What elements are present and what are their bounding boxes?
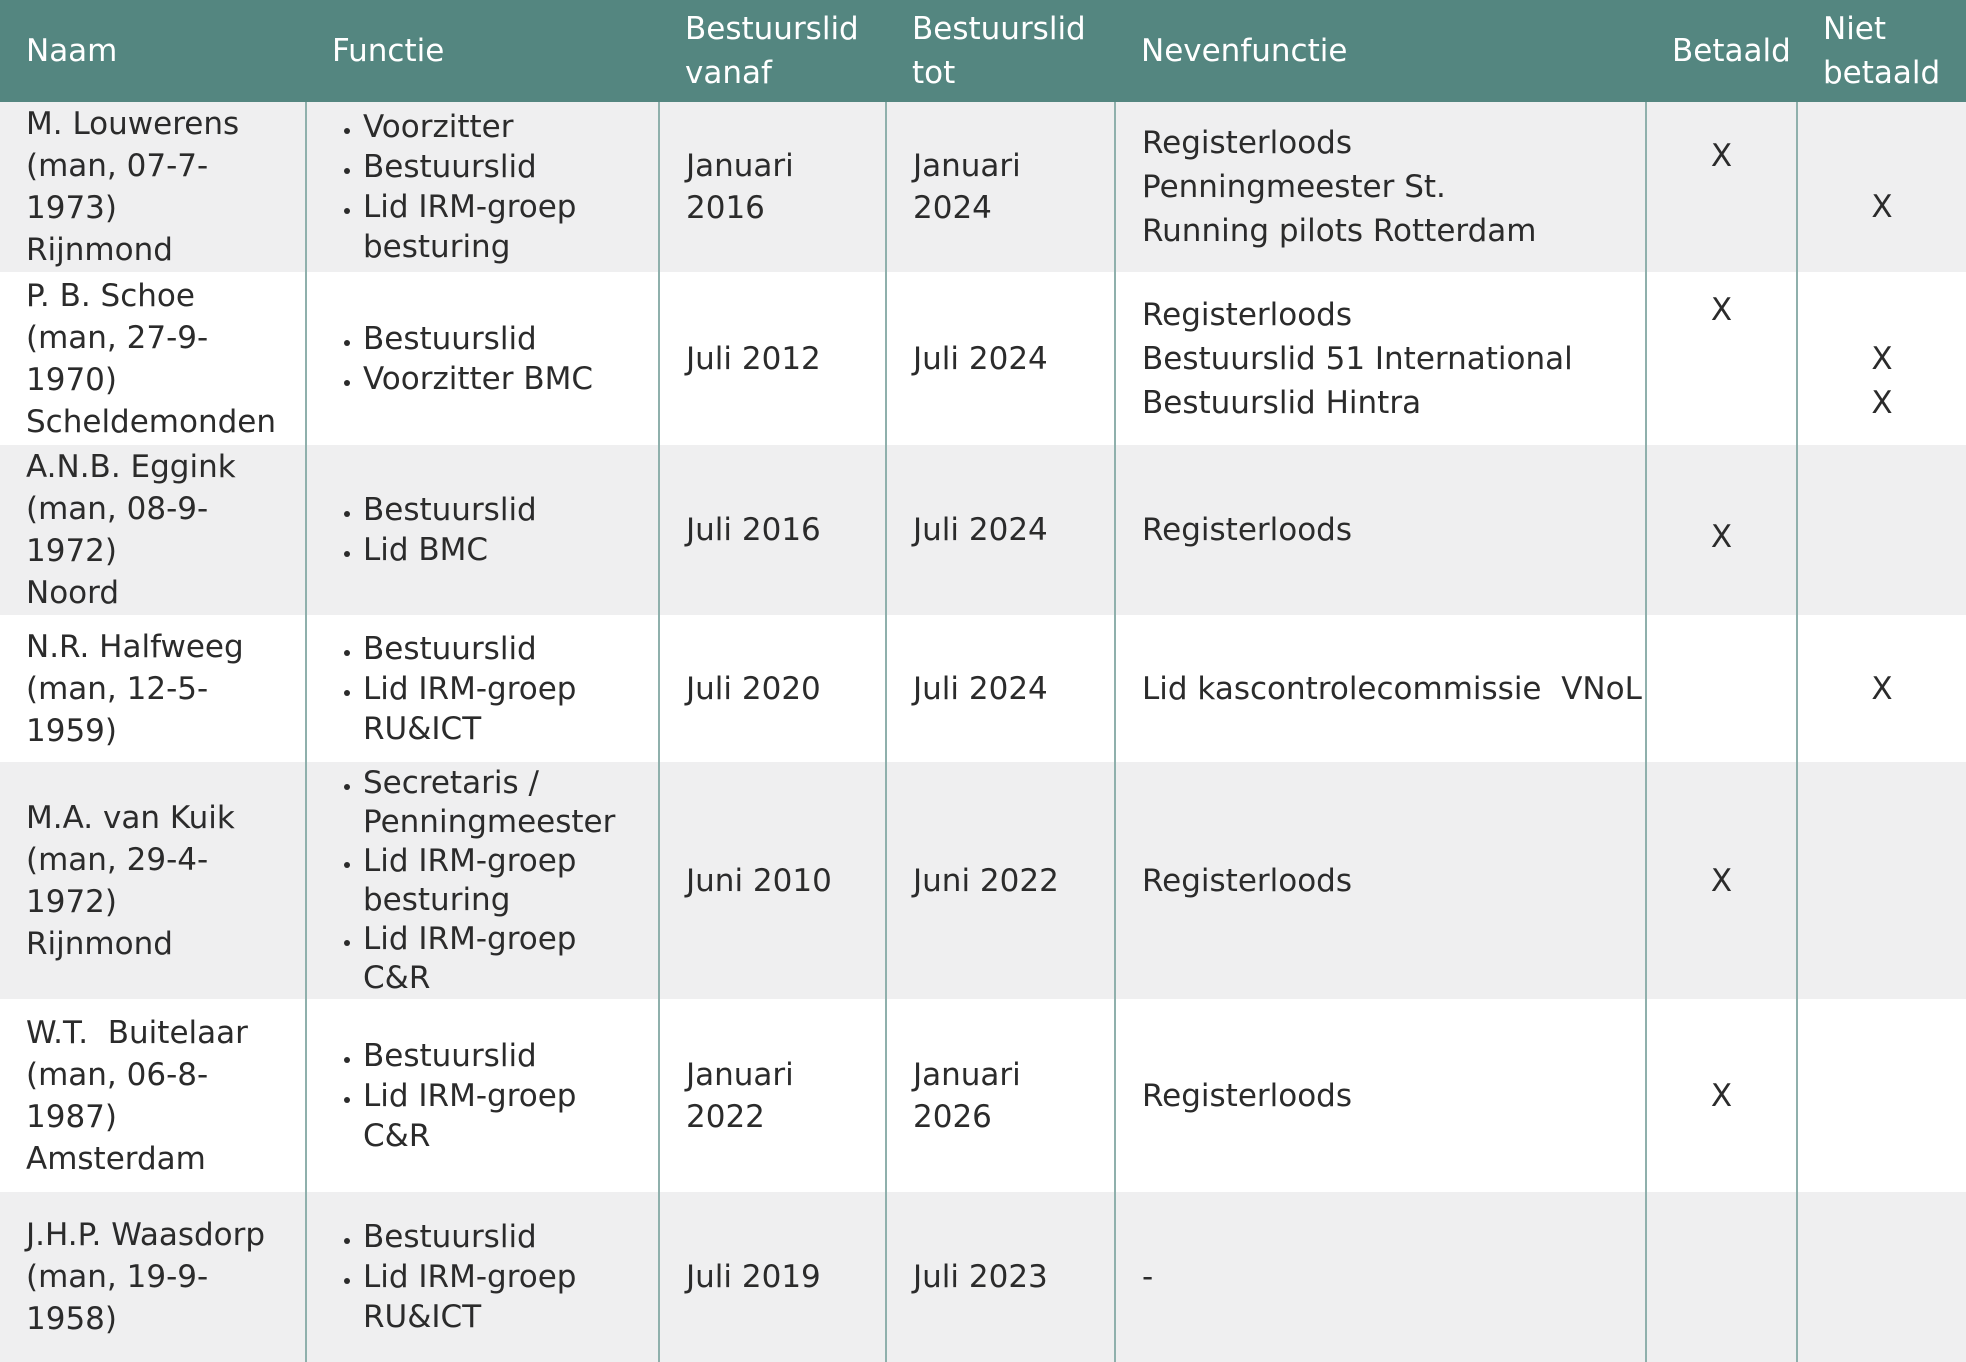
table-row (0, 615, 1966, 762)
functie-item: • Bestuurslid (363, 1217, 644, 1257)
functie-cell (306, 762, 659, 999)
betaald-cell (1646, 272, 1797, 445)
name-text: N.R. Halfweeg (26, 628, 244, 665)
betaald-mark: X (1710, 292, 1733, 328)
betaald-cell (1646, 615, 1797, 762)
header-bestuurslid-vanaf: Bestuurslid vanaf (659, 0, 886, 102)
nevenfunctie-line: Registerloods (1142, 862, 1353, 899)
niet-betaald-cell (1797, 445, 1966, 615)
nevenfunctie-line: Bestuurslid 51 International (1142, 340, 1573, 377)
vanaf-cell: Juli 2019 (659, 1192, 886, 1362)
naam-cell (0, 272, 306, 445)
functie-cell (306, 999, 659, 1192)
name-text: W.T. Buitelaar (26, 1014, 248, 1051)
name-text: J.H.P. Waasdorp (26, 1217, 266, 1253)
vanaf-cell: Januari 2016 (659, 102, 886, 272)
naam-cell (0, 1192, 306, 1362)
betaald-cell (1646, 445, 1797, 615)
functie-item: • Lid IRM-groep RU&ICT (363, 1257, 644, 1337)
functie-item: • Voorzitter BMC (363, 359, 644, 399)
betaald-cell (1646, 762, 1797, 999)
tot-cell: Juni 2022 (886, 762, 1115, 999)
niet-betaald-cell (1797, 272, 1966, 445)
functie-cell (306, 1192, 659, 1362)
nevenfunctie-cell (1115, 762, 1646, 999)
functie-item: • Lid IRM-groep RU&ICT (363, 669, 644, 749)
betaald-cell (1646, 1192, 1797, 1362)
tot-cell: Juli 2024 (886, 272, 1115, 445)
gender-birthdate-text: (man, 12-5-1959) (26, 670, 209, 749)
nevenfunctie-line: Lid kascontrolecommissie VNoL (1142, 670, 1642, 707)
table-row (0, 762, 1966, 999)
functie-item: • Lid IRM-groep C&R (363, 920, 644, 998)
nevenfunctie-cell (1115, 1192, 1646, 1362)
functie-item: • Lid BMC (363, 530, 644, 570)
naam-cell (0, 615, 306, 762)
gender-birthdate-text: (man, 19-9-1958) (26, 1259, 209, 1337)
nevenfunctie-line: Registerloods (1142, 1077, 1353, 1114)
functie-cell (306, 615, 659, 762)
naam-cell (0, 762, 306, 999)
tot-cell: Juli 2024 (886, 445, 1115, 615)
nevenfunctie-line: Bestuurslid Hintra (1142, 384, 1422, 421)
gender-birthdate-text: (man, 07-7-1973) (26, 148, 209, 226)
nevenfunctie-line: Penningmeester St. (1142, 169, 1446, 205)
functie-cell (306, 102, 659, 272)
vanaf-cell: Juli 2016 (659, 445, 886, 615)
table-row (0, 272, 1966, 445)
niet-betaald-mark: X (1871, 670, 1893, 707)
header-functie: Functie (306, 0, 659, 102)
nevenfunctie-line: Registerloods (1142, 512, 1353, 548)
functie-item: • Bestuurslid (363, 1036, 644, 1076)
region-text: Noord (26, 575, 119, 611)
naam-cell (0, 445, 306, 615)
name-text: A.N.B. Eggink (26, 449, 236, 485)
niet-betaald-cell (1797, 999, 1966, 1192)
tot-cell: Januari 2024 (886, 102, 1115, 272)
vanaf-cell: Juli 2020 (659, 615, 886, 762)
gender-birthdate-text: (man, 08-9-1972) (26, 491, 209, 569)
functie-cell (306, 445, 659, 615)
header-naam: Naam (0, 0, 306, 102)
tot-cell: Juli 2023 (886, 1192, 1115, 1362)
table-row (0, 1192, 1966, 1362)
functie-item: • Bestuurslid (363, 490, 644, 530)
region-text: Rijnmond (26, 925, 173, 962)
nevenfunctie-cell (1115, 615, 1646, 762)
niet-betaald-cell (1797, 102, 1966, 272)
tot-cell: Juli 2024 (886, 615, 1115, 762)
niet-betaald-cell (1797, 615, 1966, 762)
table-row (0, 999, 1966, 1192)
betaald-mark: X (1710, 862, 1733, 899)
functie-item: • Voorzitter (363, 107, 644, 147)
niet-betaald-mark: X (1871, 341, 1893, 377)
header-betaald: Betaald (1646, 0, 1797, 102)
functie-item: • Lid IRM-groep C&R (363, 1076, 644, 1156)
functie-item: • Lid IRM-groep besturing (363, 187, 644, 267)
betaald-mark: X (1710, 1077, 1733, 1114)
functie-item: • Bestuurslid (363, 319, 644, 359)
gender-birthdate-text: (man, 27-9-1970) (26, 319, 209, 398)
niet-betaald-cell (1797, 1192, 1966, 1362)
gender-birthdate-text: (man, 29-4-1972) (26, 841, 209, 920)
niet-betaald-mark: X (1871, 189, 1893, 225)
table-row (0, 445, 1966, 615)
betaald-cell (1646, 999, 1797, 1192)
tot-cell: Januari 2026 (886, 999, 1115, 1192)
nevenfunctie-line: Registerloods (1142, 125, 1353, 161)
name-text: M.A. van Kuik (26, 799, 235, 836)
name-text: M. Louwerens (26, 106, 240, 142)
functie-item: • Bestuurslid (363, 629, 644, 669)
nevenfunctie-line: Running pilots Rotterdam (1142, 213, 1537, 249)
header-niet-betaald: Niet betaald (1797, 0, 1966, 102)
niet-betaald-cell (1797, 762, 1966, 999)
naam-cell (0, 999, 306, 1192)
region-text: Amsterdam (26, 1140, 206, 1177)
naam-cell (0, 102, 306, 272)
vanaf-cell: Juli 2012 (659, 272, 886, 445)
region-text: Scheldemonden (26, 403, 277, 440)
header-row (0, 0, 1966, 102)
nevenfunctie-cell (1115, 999, 1646, 1192)
functie-item: • Bestuurslid (363, 147, 644, 187)
betaald-mark: X (1710, 138, 1733, 174)
nevenfunctie-line: - (1142, 1259, 1154, 1295)
region-text: Rijnmond (26, 232, 173, 268)
niet-betaald-mark: X (1871, 385, 1893, 421)
header-bestuurslid-tot: Bestuurslid tot (886, 0, 1115, 102)
nevenfunctie-line: Registerloods (1142, 296, 1353, 333)
functie-item: • Lid IRM-groep besturing (363, 842, 644, 920)
table-row (0, 102, 1966, 272)
name-text: P. B. Schoe (26, 277, 195, 314)
nevenfunctie-cell (1115, 445, 1646, 615)
betaald-mark: X (1710, 519, 1733, 555)
betaald-cell (1646, 102, 1797, 272)
functie-cell (306, 272, 659, 445)
nevenfunctie-cell (1115, 272, 1646, 445)
header-nevenfunctie: Nevenfunctie (1115, 0, 1646, 102)
nevenfunctie-cell (1115, 102, 1646, 272)
vanaf-cell: Juni 2010 (659, 762, 886, 999)
gender-birthdate-text: (man, 06-8-1987) (26, 1056, 209, 1135)
functie-item: • Secretaris / Penningmeester (363, 764, 644, 842)
vanaf-cell: Januari 2022 (659, 999, 886, 1192)
